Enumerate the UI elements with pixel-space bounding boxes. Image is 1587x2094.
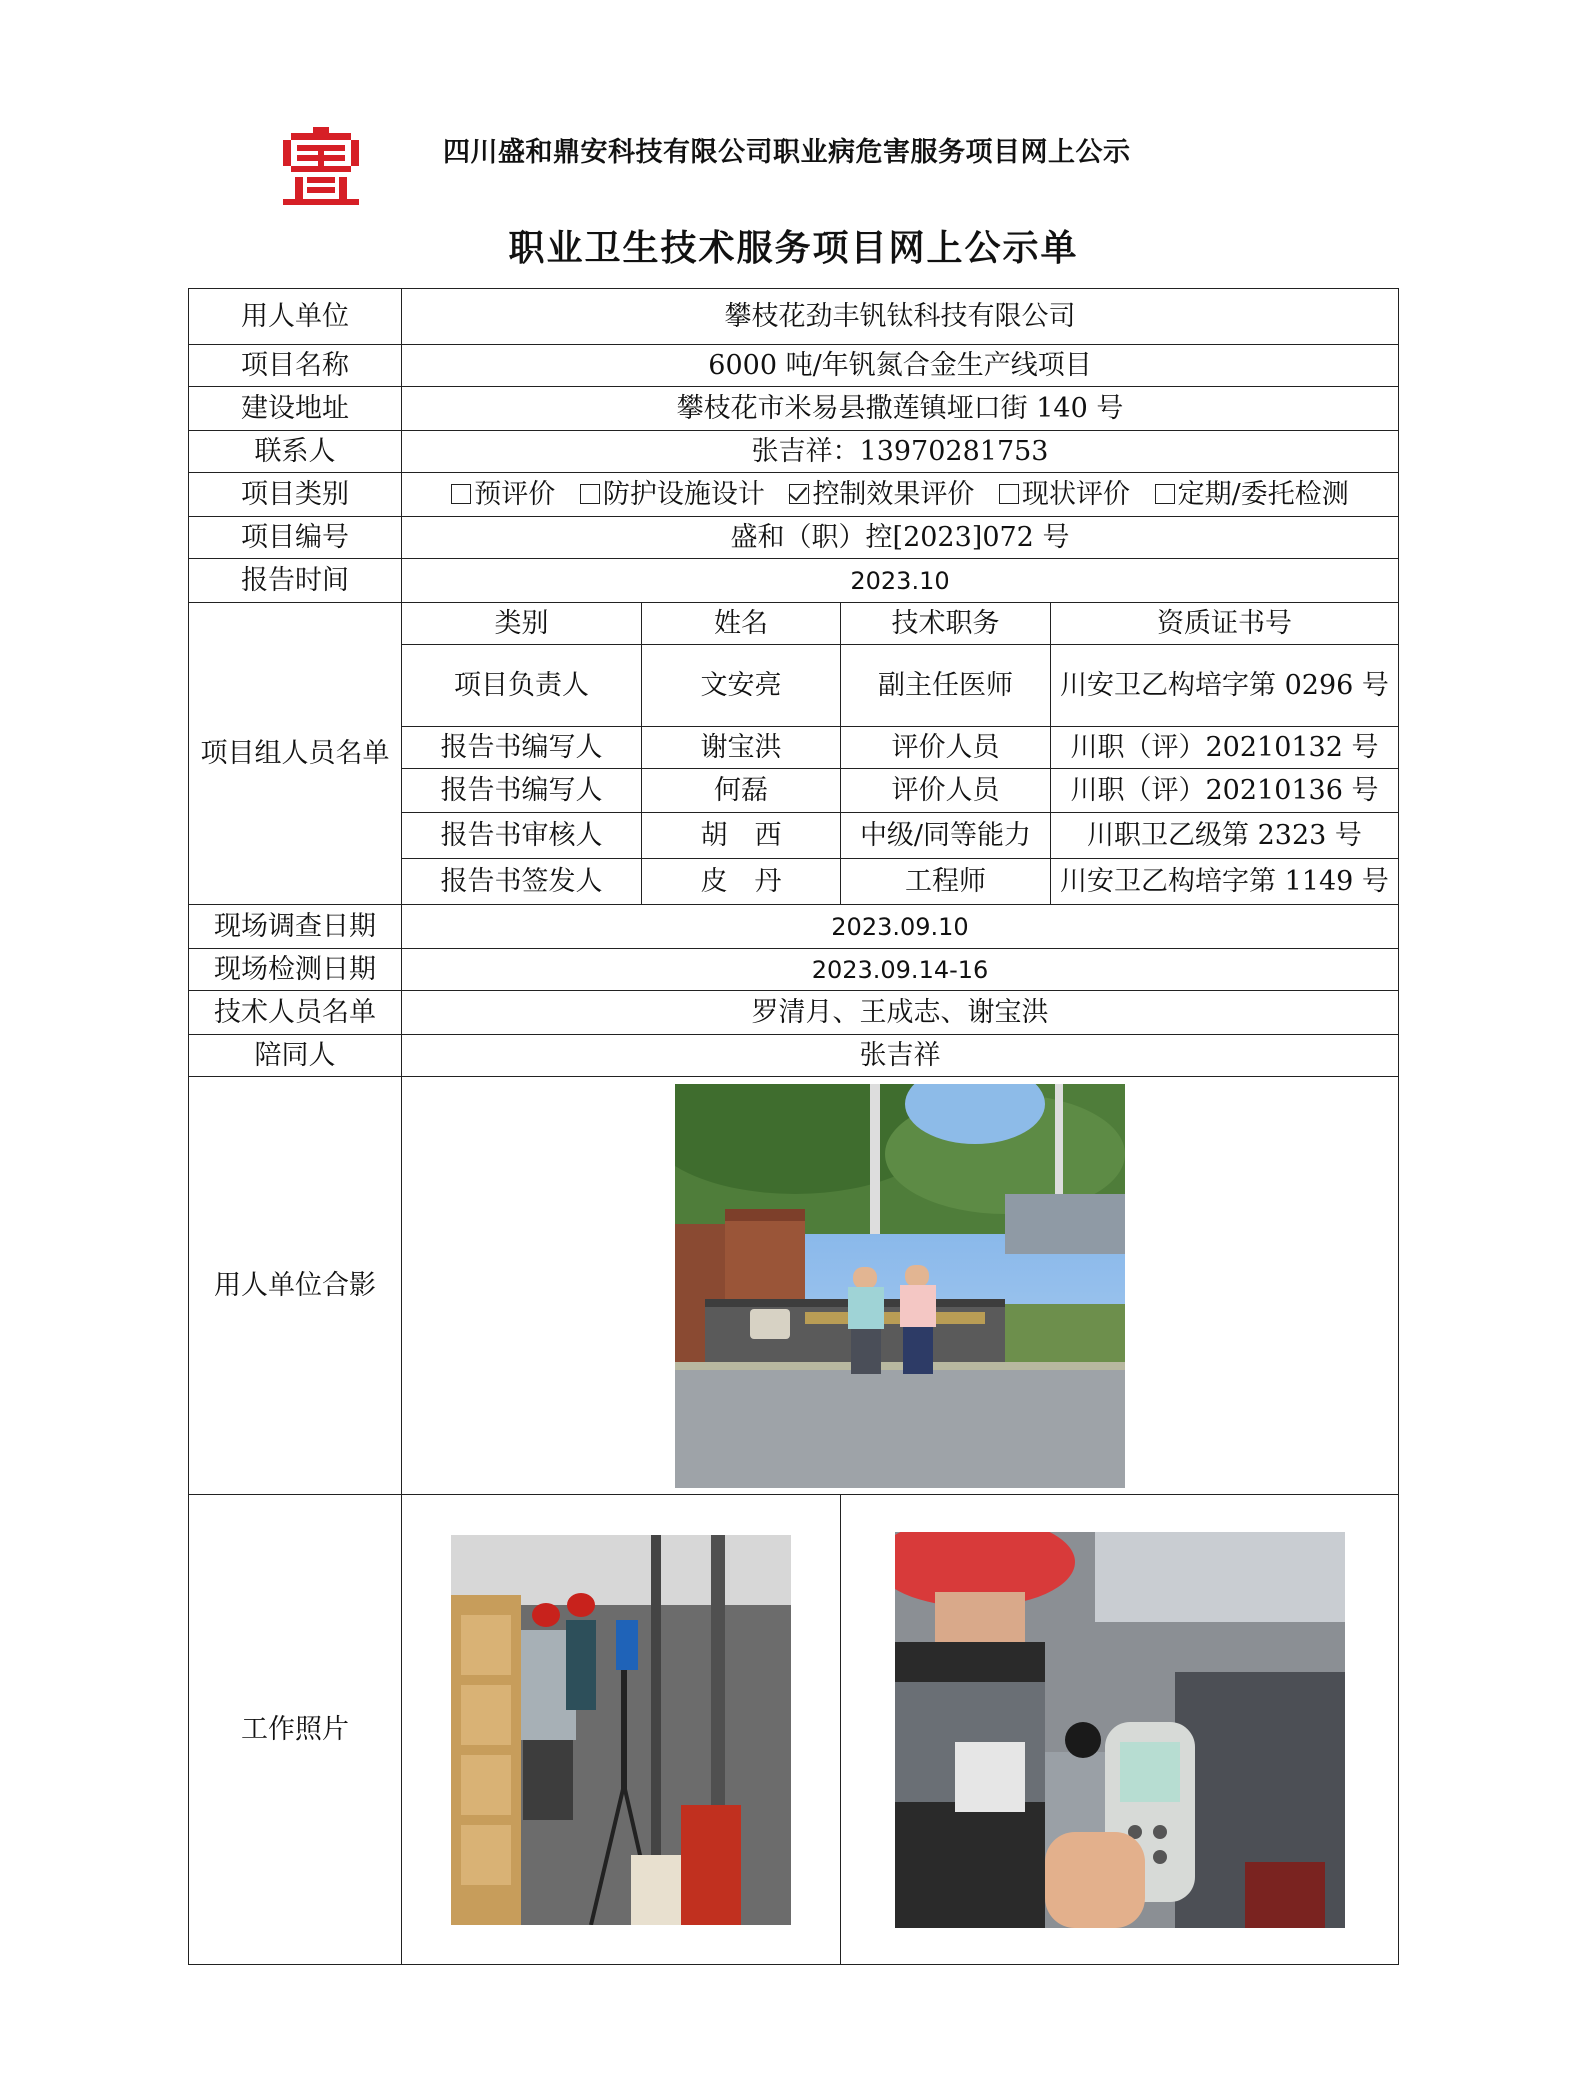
- category-option-control-effect[interactable]: 控制效果评价: [789, 479, 974, 510]
- category-option-status-evaluation[interactable]: 现状评价: [999, 479, 1130, 510]
- field-label: 联系人: [189, 431, 402, 473]
- field-label: 报告时间: [189, 559, 402, 603]
- checkbox-icon: [1155, 484, 1175, 504]
- document-title: 职业卫生技术服务项目网上公示单: [508, 227, 1079, 269]
- report-time-row: [189, 559, 1399, 603]
- member-name: 胡 西: [642, 813, 841, 859]
- organization-title: 四川盛和鼎安科技有限公司职业病危害服务项目网上公示: [443, 137, 1131, 168]
- survey-date-value: 2023.09.10: [402, 905, 1399, 949]
- field-label: 现场调查日期: [189, 905, 402, 949]
- group-photo: [675, 1084, 1125, 1488]
- field-label: 建设地址: [189, 387, 402, 431]
- member-title: 评价人员: [841, 727, 1051, 769]
- team-header-title: 技术职务: [841, 603, 1051, 645]
- contact-row: [189, 431, 1399, 473]
- member-title: 副主任医师: [841, 645, 1051, 727]
- employer-row: [189, 289, 1399, 345]
- field-label: 工作照片: [189, 1495, 402, 1965]
- escort-value: 张吉祥: [402, 1035, 1399, 1077]
- report-time-value: 2023.10: [402, 559, 1399, 603]
- member-name: 皮 丹: [642, 859, 841, 905]
- survey-date-row: [189, 905, 1399, 949]
- project-no-value: 盛和（职）控[2023]072 号: [402, 517, 1399, 559]
- work-photo-cell-2: [841, 1495, 1399, 1965]
- category-options: [402, 473, 1399, 517]
- member-title: 中级/同等能力: [841, 813, 1051, 859]
- escort-row: [189, 1035, 1399, 1077]
- checkbox-icon: [580, 484, 600, 504]
- project-name-row: [189, 345, 1399, 387]
- category-option-periodic-testing[interactable]: 定期/委托检测: [1155, 479, 1349, 510]
- field-label: 项目名称: [189, 345, 402, 387]
- project-no-row: [189, 517, 1399, 559]
- member-role: 项目负责人: [402, 645, 642, 727]
- project-name-value: 6000 吨/年钒氮合金生产线项目: [402, 345, 1399, 387]
- field-label: 现场检测日期: [189, 949, 402, 991]
- work-photo-noise-meter: [895, 1532, 1345, 1928]
- category-option-protection-design[interactable]: 防护设施设计: [580, 479, 765, 510]
- field-label: 项目编号: [189, 517, 402, 559]
- member-role: 报告书审核人: [402, 813, 642, 859]
- field-label: 技术人员名单: [189, 991, 402, 1035]
- checkbox-icon: [999, 484, 1019, 504]
- category-row: [189, 473, 1399, 517]
- work-photo-cell-1: [402, 1495, 841, 1965]
- category-option-pre-evaluation[interactable]: 预评价: [451, 479, 555, 510]
- work-photos-row: [189, 1495, 1399, 1965]
- group-photo-row: [189, 1077, 1399, 1495]
- technicians-row: [189, 991, 1399, 1035]
- team-header-category: 类别: [402, 603, 642, 645]
- member-title: 评价人员: [841, 769, 1051, 813]
- member-title: 工程师: [841, 859, 1051, 905]
- member-role: 报告书编写人: [402, 769, 642, 813]
- field-label: 项目类别: [189, 473, 402, 517]
- test-date-value: 2023.09.14-16: [402, 949, 1399, 991]
- member-role: 报告书签发人: [402, 859, 642, 905]
- member-role: 报告书编写人: [402, 727, 642, 769]
- address-value: 攀枝花市米易县撒莲镇垭口街 140 号: [402, 387, 1399, 431]
- team-header-row: [189, 603, 1399, 645]
- member-certificate: 川职卫乙级第 2323 号: [1051, 813, 1399, 859]
- checkbox-icon: [451, 484, 471, 504]
- technicians-value: 罗清月、王成志、谢宝洪: [402, 991, 1399, 1035]
- company-logo: [283, 127, 359, 205]
- member-name: 文安亮: [642, 645, 841, 727]
- publicity-form: [188, 288, 1399, 1965]
- team-label: 项目组人员名单: [189, 603, 402, 905]
- team-header-name: 姓名: [642, 603, 841, 645]
- address-row: [189, 387, 1399, 431]
- member-certificate: 川职（评）20210136 号: [1051, 769, 1399, 813]
- page-header: [283, 122, 1323, 208]
- field-label: 用人单位合影: [189, 1077, 402, 1495]
- member-certificate: 川职（评）20210132 号: [1051, 727, 1399, 769]
- employer-value: 攀枝花劲丰钒钛科技有限公司: [402, 289, 1399, 345]
- team-header-certificate: 资质证书号: [1051, 603, 1399, 645]
- member-certificate: 川安卫乙构培字第 1149 号: [1051, 859, 1399, 905]
- work-photo-sampling: [451, 1535, 791, 1925]
- test-date-row: [189, 949, 1399, 991]
- member-name: 谢宝洪: [642, 727, 841, 769]
- contact-value: 张吉祥：13970281753: [402, 431, 1399, 473]
- member-name: 何磊: [642, 769, 841, 813]
- field-label: 用人单位: [189, 289, 402, 345]
- checked-checkbox-icon: [789, 484, 809, 504]
- member-certificate: 川安卫乙构培字第 0296 号: [1051, 645, 1399, 727]
- group-photo-cell: [402, 1077, 1399, 1495]
- field-label: 陪同人: [189, 1035, 402, 1077]
